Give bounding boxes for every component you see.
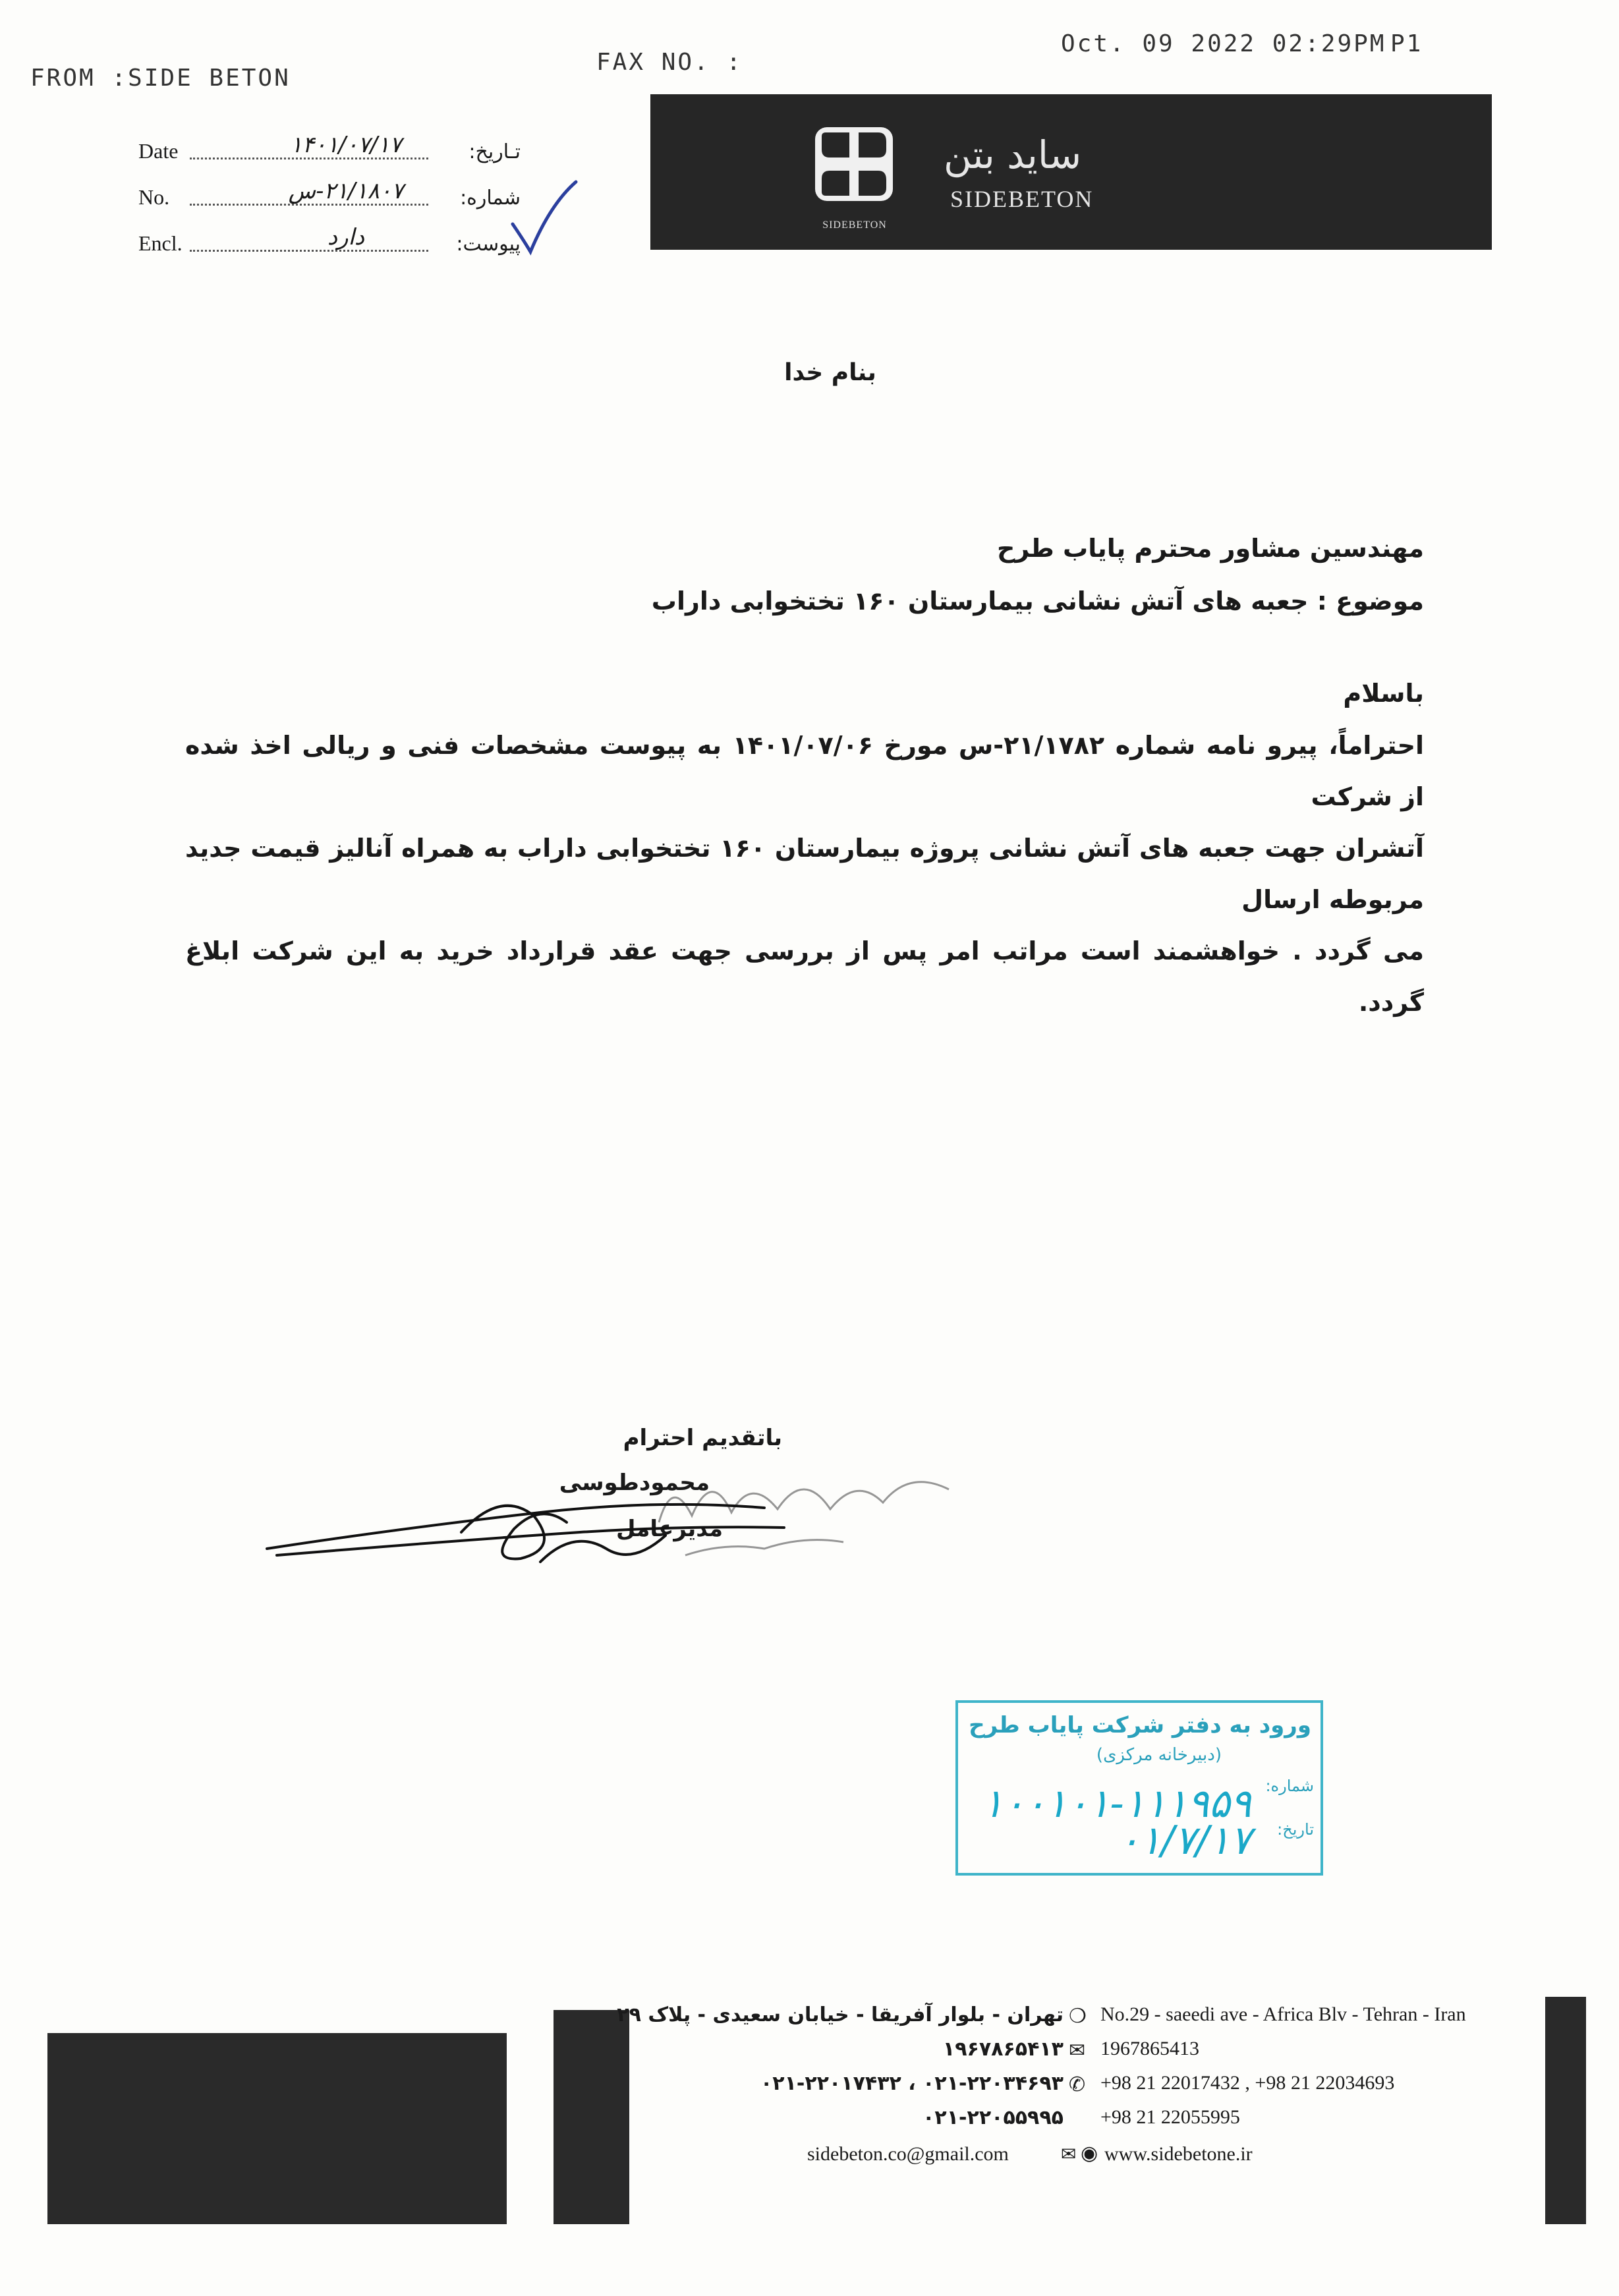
stamp-date-value: ۰۱/۷/۱۷ (1118, 1818, 1251, 1864)
footer-phone-fa: ۰۲۱-۲۲۰۱۷۴۳۲ ، ۰۲۱-۲۲۰۳۴۶۹۳ (760, 2072, 1064, 2095)
paragraph-line: احتراماً، پیرو نامه شماره ۲۱/۱۷۸۲-س مورخ ۱۴۰۱/۰۷/۰۶ به پیوست مشخصات فنی و ریالی اخذ شده از شرکت (185, 731, 1425, 811)
greeting: باسلام (1343, 679, 1424, 708)
letterhead-logo-band (650, 94, 1492, 250)
checkmark-icon (507, 178, 580, 257)
globe-icon: ◉ (1081, 2142, 1098, 2165)
subject-line: موضوع : جعبه های آتش نشانی بیمارستان ۱۶۰ تختخوابی داراب (651, 587, 1424, 616)
fax-number-label: FAX NO. : (596, 49, 743, 76)
stamp-number-value: ۱۰۰۱۰۱-۱۱۱۹۵۹ (982, 1781, 1251, 1827)
number-label-en: No. (138, 185, 170, 209)
meta-date-row (138, 129, 521, 169)
paragraph-line: آتشران جهت جعبه های آتش نشانی پروژه بیمارستان ۱۶۰ تختخوابی داراب به همراه آنالیز قیمت جدید مربوطه ارسال (185, 834, 1425, 914)
encl-label-fa: پیوست: (456, 233, 521, 256)
number-label-fa: شماره: (460, 187, 521, 210)
logo-mark-caption: SIDEBETON (822, 219, 887, 231)
footer-bar-left (47, 2033, 507, 2224)
company-name-fa: ساید بتن (944, 132, 1082, 177)
paragraph-line: می گردد . خواهشمند است مراتب امر پس از بررسی جهت عقد قرارداد خرید به این شرکت ابلاغ گردد. (185, 936, 1424, 1017)
number-value: ۲۱/۱۸۰۷-س (288, 178, 404, 204)
recipient: مهندسین مشاور محترم پایاب طرح (996, 534, 1424, 563)
encl-value: دارد (327, 224, 365, 250)
footer-postal-en: 1967865413 (1100, 2038, 1199, 2059)
email-icon: ✉ (1061, 2143, 1077, 2165)
signer-title: مدیرعامل (616, 1516, 723, 1542)
footer-fax-fa: ۰۲۱-۲۲۰۵۵۹۹۵ (923, 2106, 1064, 2129)
footer-fax-en: +98 21 22055995 (1100, 2106, 1240, 2128)
stamp-date-label: تاریخ: (1277, 1820, 1314, 1839)
stamp-subtitle: (دبیرخانه مرکزی) (1096, 1745, 1222, 1765)
footer-bar-right (1545, 1997, 1586, 2224)
phone-icon: ✆ (1069, 2073, 1086, 2096)
letter-paragraph (185, 720, 1424, 1028)
meta-number-row (138, 175, 521, 215)
receipt-stamp (955, 1700, 1323, 1876)
sidebeton-logo-icon (815, 127, 893, 201)
footer-email: sidebeton.co@gmail.com (807, 2143, 1009, 2165)
stamp-number-label: شماره: (1265, 1777, 1314, 1795)
date-value: ۱۴۰۱/۰۷/۱۷ (290, 132, 402, 158)
meta-encl-row (138, 221, 521, 261)
footer-phone-en: +98 21 22017432 , +98 21 22034693 (1100, 2072, 1395, 2094)
company-name-en: SIDEBETON (950, 186, 1094, 212)
signer-name: محمودطوسی (559, 1470, 710, 1496)
fax-page: P1 (1390, 30, 1423, 57)
signature-and-seal-icon (264, 1450, 962, 1582)
footer-address-fa: تهران - بلوار آفریقا - خیابان سعیدی - پلاک ۲۹ (617, 2003, 1064, 2026)
stamp-title: ورود به دفتر شرکت پایاب طرح (969, 1712, 1311, 1738)
footer-website: www.sidebetone.ir (1104, 2143, 1253, 2165)
date-label-en: Date (138, 139, 179, 163)
closing-phrase: باتقدیم احترام (623, 1425, 782, 1451)
footer-postal-fa: ۱۹۶۷۸۶۵۴۱۳ (942, 2038, 1064, 2061)
encl-label-en: Encl. (138, 231, 183, 255)
footer-address-en: No.29 - saeedi ave - Africa Blv - Tehran - Iran (1100, 2003, 1466, 2025)
location-icon: ❍ (1069, 2005, 1087, 2028)
fax-timestamp: Oct. 09 2022 02:29PM (1061, 30, 1386, 57)
fax-from: FROM :SIDE BETON (30, 65, 291, 92)
bismillah-heading: بنام خدا (784, 359, 876, 386)
mailbox-icon: ✉ (1069, 2039, 1086, 2062)
date-label-fa: تـاریخ: (469, 140, 521, 163)
